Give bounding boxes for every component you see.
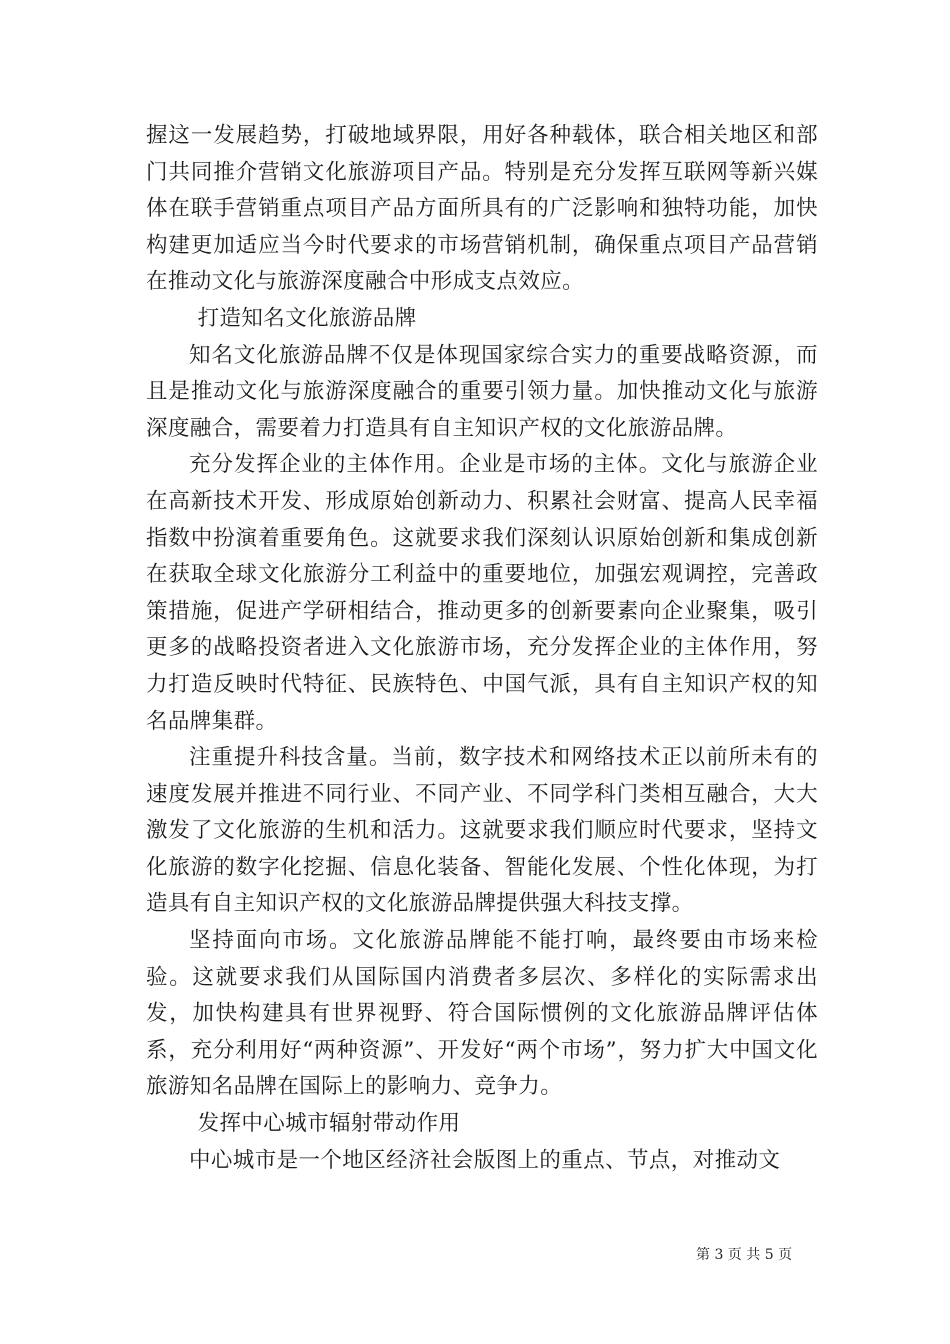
paragraph-5: 坚持面向市场。文化旅游品牌能不能打响，最终要由市场来检验。这就要求我们从国际国内消费者多层次、多样化的实际需求出发，加快构建具有世界视野、符合国际惯例的文化旅游品牌评估体系，充分利用好“两种资源”、开发好“两个市场”，努力扩大中国文化旅游知名品牌在国际上的影响力、竞争力。	[146, 928, 818, 1100]
document-body	[146, 118, 818, 1179]
paragraph-2: 知名文化旅游品牌不仅是体现国家综合实力的重要战略资源，而且是推动文化与旅游深度融合的重要引领力量。加快推动文化与旅游深度融合，需要着力打造具有自主知识产权的文化旅游品牌。	[146, 342, 818, 441]
paragraph-3: 充分发挥企业的主体作用。企业是市场的主体。文化与旅游企业在高新技术开发、形成原始创新动力、积累社会财富、提高人民幸福指数中扮演着重要角色。这就要求我们深刻认识原始创新和集成创新在获取全球文化旅游分工利益中的重要地位，加强宏观调控，完善政策措施，促进产学研相结合，推动更多的创新要素向企业聚集，吸引更多的战略投资者进入文化旅游市场，充分发挥企业的主体作用，努力打造反映时代特征、民族特色、中国气派，具有自主知识产权的知名品牌集群。	[146, 452, 818, 734]
section-heading-city: 发挥中心城市辐射带动作用	[197, 1111, 461, 1137]
page-number: 第 3 页 共 5 页	[696, 1247, 793, 1263]
paragraph-4: 注重提升科技含量。当前，数字技术和网络技术正以前所未有的速度发展并推进不同行业、不同产业、不同学科门类相互融合，大大激发了文化旅游的生机和活力。这就要求我们顺应时代要求，坚持文化旅游的数字化挖掘、信息化装备、智能化发展、个性化体现，为打造具有自主知识产权的文化旅游品牌提供强大科技支撑。	[146, 745, 818, 917]
section-heading-brand: 打造知名文化旅游品牌	[197, 305, 417, 331]
paragraph-1: 握这一发展趋势，打破地域界限，用好各种载体，联合相关地区和部门共同推介营销文化旅游项目产品。特别是充分发挥互联网等新兴媒体在联手营销重点项目产品方面所具有的广泛影响和独特功能，加快构建更加适应当今时代要求的市场营销机制，确保重点项目产品营销在推动文化与旅游深度融合中形成支点效应。	[146, 123, 818, 295]
paragraph-6: 中心城市是一个地区经济社会版图上的重点、节点，对推动文	[189, 1147, 781, 1173]
